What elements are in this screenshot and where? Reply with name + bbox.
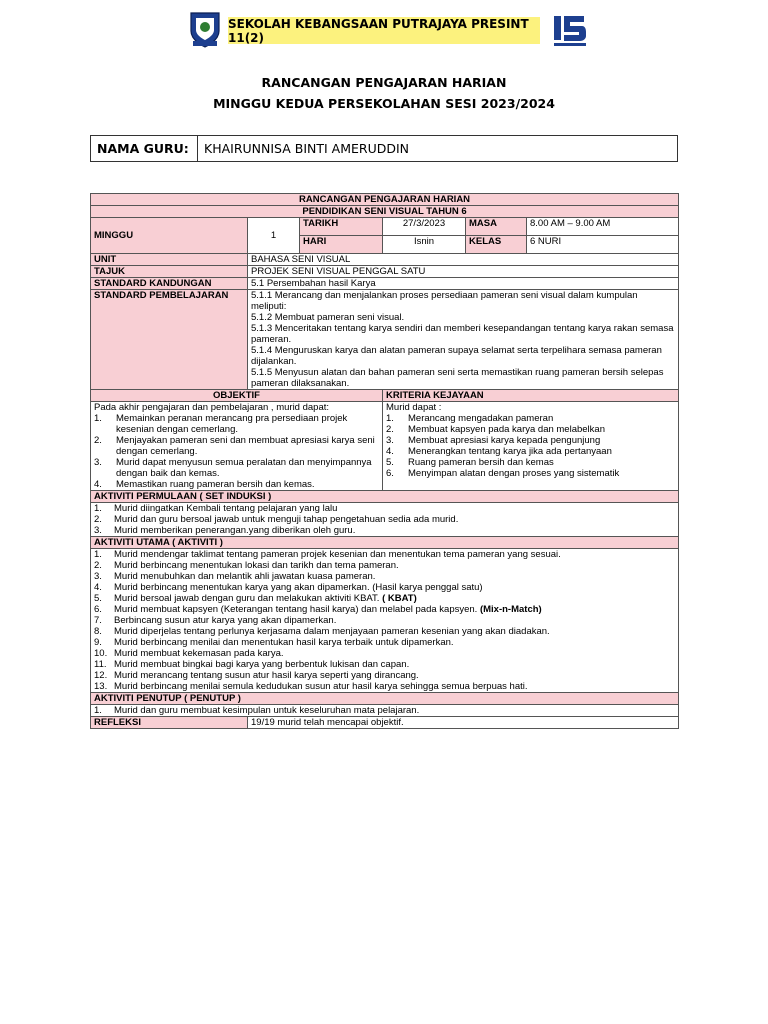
standard-kandungan-label: STANDARD KANDUNGAN (91, 278, 248, 290)
list-item: 4. Menerangkan tentang karya jika ada pertanyaan (386, 446, 612, 457)
standard-kandungan-value: 5.1 Persembahan hasil Karya (248, 278, 679, 290)
sp-item: 5.1.3 Menceritakan tentang karya sendiri dan memberi kesepandangan tentang karya rakan semasa pameran. (251, 323, 674, 345)
list-item: 9. Murid berbincang menilai dan menentukan hasil karya terbaik untuk dipamerkan. (94, 637, 454, 648)
teacher-name-box (90, 135, 678, 162)
list-item: 13. Murid berbincang menilai semula kedudukan susun atur hasil karya sehingga semua berpuas hati. (94, 681, 528, 692)
aktiviti-utama-list (91, 549, 679, 693)
tarikh-label: TARIKH (300, 218, 383, 236)
list-item: 7. Berbincang susun atur karya yang akan dipamerkan. (94, 615, 337, 626)
list-item: 1. Memainkan peranan merancang pra persediaan projek kesenian dengan cemerlang. (94, 413, 348, 435)
standard-pembelajaran-label: STANDARD PEMBELAJARAN (91, 290, 248, 390)
school-crest-icon (187, 11, 223, 49)
sp-item: 5.1.1 Merancang dan menjalankan proses persediaan pameran seni visual dalam kumpulan meliputi: (251, 290, 638, 312)
kelas-value: 6 NURI (527, 236, 679, 254)
list-item: 3. Murid dapat menyusun semua peralatan dan menyimpannya dengan baik dan kemas. (94, 457, 372, 479)
aktiviti-penutup-list (91, 705, 679, 717)
aktiviti-permulaan-header: AKTIVITI PERMULAAN ( SET INDUKSI ) (91, 491, 679, 503)
list-item: 5. Murid bersoal jawab dengan guru dan melakukan aktiviti KBAT. ( KBAT) (94, 593, 417, 604)
minggu-value: 1 (248, 218, 300, 254)
hari-value: Isnin (383, 236, 466, 254)
list-item: 3. Murid menubuhkan dan melantik ahli jawatan kuasa pameran. (94, 571, 376, 582)
masa-value: 8.00 AM – 9.00 AM (527, 218, 679, 236)
school-name-banner (228, 17, 540, 44)
sp-item: 5.1.2 Membuat pameran seni visual. (251, 312, 405, 323)
plan-header-subject: PENDIDIKAN SENI VISUAL TAHUN 6 (91, 206, 679, 218)
list-item: 8. Murid diperjelas tentang perlunya kerjasama dalam menjayaan pameran kesenian yang akan diadakan. (94, 626, 550, 637)
list-item: 10. Murid membuat kekemasan pada karya. (94, 648, 284, 659)
list-item: 4. Memastikan ruang pameran bersih dan kemas. (94, 479, 315, 490)
list-item: 4. Murid berbincang menentukan karya yang akan dipamerkan. (Hasil karya penggal satu) (94, 582, 483, 593)
list-item: 3. Membuat apresiasi karya kepada pengunjung (386, 435, 601, 446)
list-item: 11. Murid membuat bingkai bagi karya yang berbentuk lukisan dan capan. (94, 659, 410, 670)
hari-label: HARI (300, 236, 383, 254)
kelas-label: KELAS (466, 236, 527, 254)
tarikh-value: 27/3/2023 (383, 218, 466, 236)
list-item: 5. Ruang pameran bersih dan kemas (386, 457, 554, 468)
masa-label: MASA (466, 218, 527, 236)
tajuk-value: PROJEK SENI VISUAL PENGGAL SATU (248, 266, 679, 278)
number-15-emblem-icon (552, 11, 588, 49)
plan-header-title: RANCANGAN PENGAJARAN HARIAN (91, 194, 679, 206)
kriteria-cell (383, 402, 679, 491)
list-item: 1. Murid diingatkan Kembali tentang pelajaran yang lalu (94, 503, 338, 514)
minggu-label: MINGGU (91, 218, 248, 254)
document-subtitle: MINGGU KEDUA PERSEKOLAHAN SESI 2023/2024 (213, 96, 555, 111)
refleksi-label: REFLEKSI (91, 717, 248, 729)
list-item: 6. Menyimpan alatan dengan proses yang sistematik (386, 468, 620, 479)
teacher-name: KHAIRUNNISA BINTI AMERUDDIN (204, 141, 410, 156)
list-item: 6. Murid membuat kapsyen (Keterangan tentang hasil karya) dan melabel pada kapsyen. (Mix-n-Match) (94, 604, 542, 615)
sp-item: 5.1.5 Menyusun alatan dan bahan pameran seni serta memastikan ruang pameran bersih selepas pameran dilaksanakan. (251, 367, 664, 389)
list-item: 1. Merancang mengadakan pameran (386, 413, 554, 424)
refleksi-value: 19/19 murid telah mencapai objektif. (248, 717, 679, 729)
list-item: 2. Murid dan guru bersoal jawab untuk menguji tahap pengetahuan sedia ada murid. (94, 514, 459, 525)
tajuk-label: TAJUK (91, 266, 248, 278)
objektif-header: OBJEKTIF (91, 390, 383, 402)
unit-label: UNIT (91, 254, 248, 266)
aktiviti-utama-header: AKTIVITI UTAMA ( AKTIVITI ) (91, 537, 679, 549)
unit-value: BAHASA SENI VISUAL (248, 254, 679, 266)
objektif-cell (91, 402, 383, 491)
list-item: 12. Murid merancang tentang susun atur hasil karya seperti yang dirancang. (94, 670, 419, 681)
kriteria-header: KRITERIA KEJAYAAN (383, 390, 679, 402)
teacher-label: NAMA GURU: (91, 136, 198, 161)
sp-item: 5.1.4 Menguruskan karya dan alatan pameran supaya selamat serta terpelihara semasa pameran dijalankan. (251, 345, 662, 367)
list-item: 2. Murid berbincang menentukan lokasi dan tarikh dan tema pameran. (94, 560, 399, 571)
standard-pembelajaran-list (248, 290, 679, 390)
list-item: 1. Murid dan guru membuat kesimpulan untuk keseluruhan mata pelajaran. (94, 705, 420, 716)
lesson-plan-table (90, 193, 679, 729)
list-item: 3. Murid memberikan penerangan.yang diberikan oleh guru. (94, 525, 356, 536)
school-name: SEKOLAH KEBANGSAAN PUTRAJAYA PRESINT 11(2) (228, 16, 529, 45)
aktiviti-penutup-header: AKTIVITI PENUTUP ( PENUTUP ) (91, 693, 679, 705)
kriteria-intro: Murid dapat : (386, 402, 442, 413)
list-item: 2. Membuat kapsyen pada karya dan melabelkan (386, 424, 605, 435)
document-title: RANCANGAN PENGAJARAN HARIAN (261, 75, 507, 90)
objektif-intro: Pada akhir pengajaran dan pembelajaran , murid dapat: (94, 402, 330, 413)
list-item: 2. Menjayakan pameran seni dan membuat apresiasi karya seni dengan cemerlang. (94, 435, 375, 457)
list-item: 1. Murid mendengar taklimat tentang pameran projek kesenian dan menentukan tema pameran yang sesuai. (94, 549, 561, 560)
aktiviti-permulaan-list (91, 503, 679, 537)
